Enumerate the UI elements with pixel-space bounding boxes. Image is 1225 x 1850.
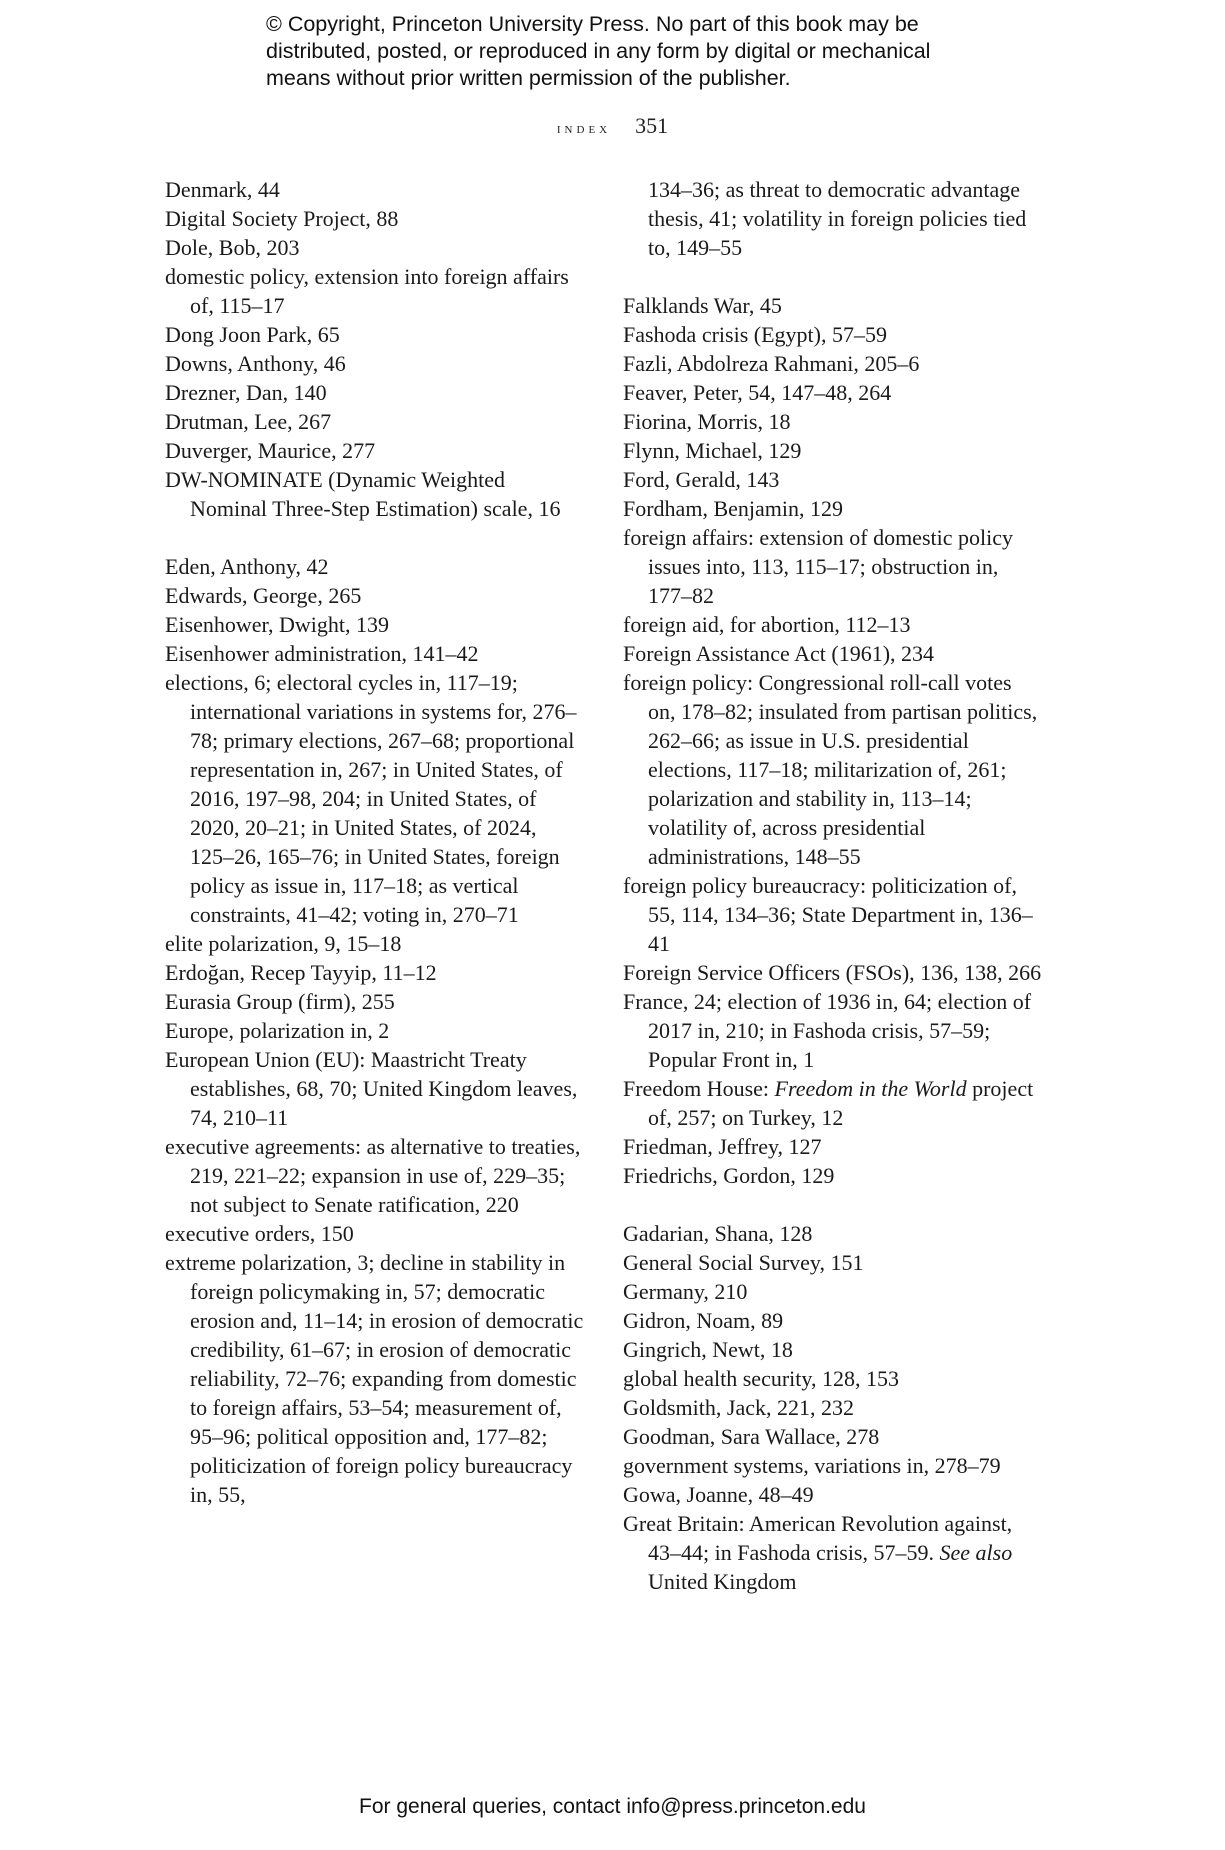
left-column: [165, 175, 585, 1509]
index-entry: Erdoğan, Recep Tayyip, 11–12: [165, 960, 437, 985]
index-entry: Gowa, Joanne, 48–49: [623, 1482, 814, 1507]
index-entry: Digital Society Project, 88: [165, 206, 399, 231]
index-entry: Goldsmith, Jack, 221, 232: [623, 1395, 854, 1420]
index-entry: Fiorina, Morris, 18: [623, 409, 791, 434]
index-entry: Ford, Gerald, 143: [623, 467, 780, 492]
index-entry: Fashoda crisis (Egypt), 57–59: [623, 322, 887, 347]
index-entry-great-britain: [623, 1509, 1043, 1596]
entry-lead: Freedom House:: [623, 1076, 775, 1101]
index-entry: Gingrich, Newt, 18: [623, 1337, 793, 1362]
index-entry: foreign affairs: extension of domestic policy issues into, 113, 115–17; obstruction in, 177–82: [623, 525, 1013, 608]
entry-rest: project of, 257; on Turkey, 12: [648, 1076, 1034, 1130]
index-entry: Friedrichs, Gordon, 129: [623, 1163, 835, 1188]
index-entry: Eden, Anthony, 42: [165, 554, 329, 579]
index-entry: global health security, 128, 153: [623, 1366, 899, 1391]
index-entry: Drezner, Dan, 140: [165, 380, 327, 405]
index-entry: elections, 6; electoral cycles in, 117–19; international variations in systems for, 276–78; primary elections, 267–68; proportional representation in, 267; in United States, of 2016, 197–98, 204; in United States, of 2020, 20–21; in United States, of 2024, 125–26, 165–76; in United States, foreign policy as issue in, 117–18; as vertical constraints, 41–42; voting in, 270–71: [165, 670, 577, 927]
index-entry: Foreign Assistance Act (1961), 234: [623, 641, 935, 666]
index-entry-freedom-house: [623, 1074, 1043, 1132]
index-entry: Dole, Bob, 203: [165, 235, 300, 260]
index-entry: Eisenhower administration, 141–42: [165, 641, 479, 666]
index-entry: Europe, polarization in, 2: [165, 1018, 390, 1043]
letter-gap: [165, 523, 585, 552]
index-entry: Downs, Anthony, 46: [165, 351, 346, 376]
index-entry: Flynn, Michael, 129: [623, 438, 802, 463]
index-entry: executive agreements: as alternative to treaties, 219, 221–22; expansion in use of, 229–35; not subject to Senate ratification, 220: [165, 1134, 581, 1217]
index-entry: Eurasia Group (firm), 255: [165, 989, 395, 1014]
index-entry: executive orders, 150: [165, 1221, 354, 1246]
footer-contact: For general queries, contact info@press.princeton.edu: [359, 1795, 866, 1818]
copyright-notice: [266, 11, 1026, 92]
index-entry: foreign policy bureaucracy: politicization of, 55, 114, 134–36; State Department in, 136–41: [623, 873, 1033, 956]
page-number: 351: [635, 113, 669, 138]
index-entry: General Social Survey, 151: [623, 1250, 864, 1275]
right-column: [623, 175, 1043, 1596]
index-entry: Fordham, Benjamin, 129: [623, 496, 843, 521]
index-entry: France, 24; election of 1936 in, 64; election of 2017 in, 210; in Fashoda crisis, 57–59; Popular Front in, 1: [623, 989, 1032, 1072]
index-entry: European Union (EU): Maastricht Treaty establishes, 68, 70; United Kingdom leaves, 74, 210–11: [165, 1047, 578, 1130]
index-entry: Duverger, Maurice, 277: [165, 438, 376, 463]
index-entry: extreme polarization, 3; decline in stability in foreign policymaking in, 57; democratic erosion and, 11–14; in erosion of democratic credibility, 61–67; in erosion of democratic reliability, 72–76; expanding from domestic to foreign affairs, 53–54; measurement of, 95–96; political opposition and, 177–82; politicization of foreign policy bureaucracy in, 55,: [165, 1250, 584, 1507]
letter-gap: [623, 262, 1043, 291]
section-title: index: [556, 120, 612, 137]
index-entry: government systems, variations in, 278–79: [623, 1453, 1001, 1478]
copyright-line: © Copyright, Princeton University Press. No part of this book may be: [266, 12, 919, 36]
index-entry: Drutman, Lee, 267: [165, 409, 332, 434]
entry-rest: United Kingdom: [648, 1569, 797, 1594]
index-entry: Dong Joon Park, 65: [165, 322, 340, 347]
see-also: See also: [939, 1540, 1013, 1565]
letter-gap: [623, 1190, 1043, 1219]
index-entry: foreign aid, for abortion, 112–13: [623, 612, 911, 637]
index-entry: Fazli, Abdolreza Rahmani, 205–6: [623, 351, 920, 376]
index-entry: elite polarization, 9, 15–18: [165, 931, 402, 956]
index-entry: Friedman, Jeffrey, 127: [623, 1134, 822, 1159]
index-entry: Gadarian, Shana, 128: [623, 1221, 813, 1246]
index-entry: Feaver, Peter, 54, 147–48, 264: [623, 380, 892, 405]
index-entry: domestic policy, extension into foreign affairs of, 115–17: [165, 264, 569, 318]
book-title: Freedom in the World: [774, 1076, 967, 1101]
index-entry: DW-NOMINATE (Dynamic Weighted Nominal Three-Step Estimation) scale, 16: [165, 467, 561, 521]
index-entry: foreign policy: Congressional roll-call votes on, 178–82; insulated from partisan politics, 262–66; as issue in U.S. presidential elections, 117–18; militarization of, 261; polarization and stability in, 113–14; volatility of, across presidential administrations, 148–55: [623, 670, 1038, 869]
index-entry: Foreign Service Officers (FSOs), 136, 138, 266: [623, 960, 1042, 985]
index-entry: Gidron, Noam, 89: [623, 1308, 784, 1333]
index-entry: Denmark, 44: [165, 177, 280, 202]
index-entry-continuation: 134–36; as threat to democratic advantage thesis, 41; volatility in foreign policies tied to, 149–55: [648, 177, 1027, 260]
copyright-line: distributed, posted, or reproduced in any form by digital or mechanical: [266, 39, 931, 63]
entry-lead: Great Britain: American Revolution against, 43–44; in Fashoda crisis, 57–59.: [623, 1511, 1013, 1565]
index-entry: Edwards, George, 265: [165, 583, 362, 608]
running-head: [0, 113, 1225, 139]
index-entry: Falklands War, 45: [623, 293, 782, 318]
index-entry: Germany, 210: [623, 1279, 748, 1304]
copyright-line: means without prior written permission of the publisher.: [266, 66, 791, 90]
index-entry: Eisenhower, Dwight, 139: [165, 612, 389, 637]
index-entry: Goodman, Sara Wallace, 278: [623, 1424, 880, 1449]
